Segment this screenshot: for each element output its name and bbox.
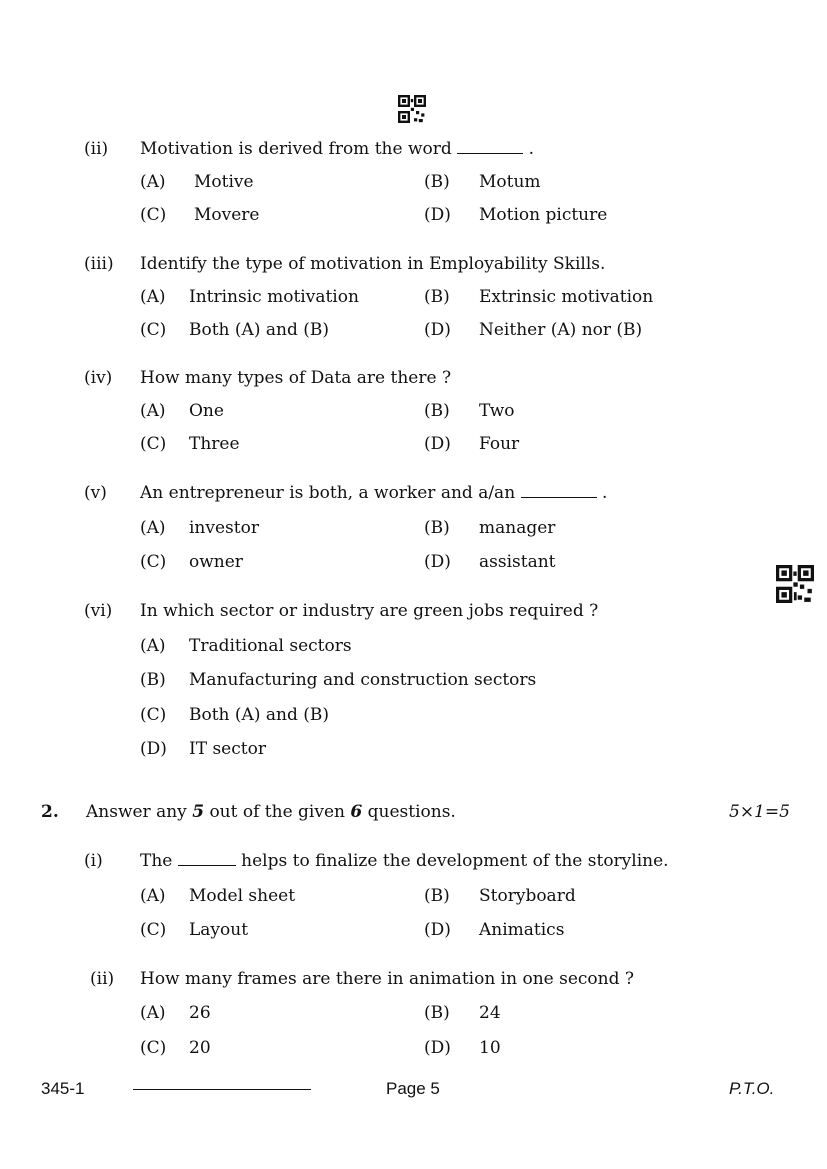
option-letter: (B) (424, 172, 450, 192)
option-letter: (C) (140, 205, 167, 225)
option-text: Three (189, 434, 240, 454)
option-text: Extrinsic motivation (479, 287, 654, 307)
option-letter: (B) (424, 401, 450, 421)
option-letter: (B) (424, 886, 450, 906)
option-letter: (D) (140, 739, 167, 759)
answer-blank (457, 152, 523, 154)
option-letter: (A) (140, 401, 166, 421)
option-letter: (A) (140, 172, 166, 192)
question-number: 2. (41, 802, 59, 822)
question-instruction: Answer any 5 out of the given 6 questions. (86, 802, 456, 822)
option-text: assistant (479, 552, 556, 572)
question-text: Motivation is derived from the word . (140, 139, 534, 159)
option-letter: (A) (140, 1003, 166, 1023)
option-letter: (A) (140, 886, 166, 906)
option-letter: (C) (140, 434, 167, 454)
paper-code: 345-1 (41, 1079, 85, 1098)
option-text: investor (189, 518, 259, 538)
option-text: Traditional sectors (189, 636, 352, 656)
question-text: How many types of Data are there ? (140, 368, 452, 388)
option-text: Storyboard (479, 886, 576, 906)
option-letter: (C) (140, 320, 167, 340)
option-letter: (A) (140, 636, 166, 656)
option-letter: (B) (424, 287, 450, 307)
option-letter: (B) (424, 518, 450, 538)
question-text: In which sector or industry are green jobs required ? (140, 601, 599, 621)
option-letter: (C) (140, 705, 167, 725)
option-text: Motive (194, 172, 254, 192)
option-letter: (B) (140, 670, 166, 690)
option-letter: (C) (140, 920, 167, 940)
question-number: (iv) (84, 368, 113, 388)
option-text: Two (479, 401, 515, 421)
option-text: Animatics (479, 920, 565, 940)
qr-code-side (776, 565, 814, 603)
question-number: (ii) (90, 969, 115, 989)
option-text: 26 (189, 1003, 211, 1023)
option-letter: (D) (424, 434, 451, 454)
option-text: IT sector (189, 739, 266, 759)
option-letter: (A) (140, 287, 166, 307)
option-letter: (D) (424, 205, 451, 225)
option-text: 20 (189, 1038, 211, 1058)
option-text: Neither (A) nor (B) (479, 320, 643, 340)
question-text: The helps to finalize the development of the storyline. (140, 851, 669, 871)
option-text: Manufacturing and construction sectors (189, 670, 537, 690)
option-text: Layout (189, 920, 249, 940)
option-letter: (C) (140, 552, 167, 572)
option-text: 24 (479, 1003, 501, 1023)
footer-rule (133, 1089, 311, 1090)
answer-blank (178, 864, 236, 866)
option-text: Both (A) and (B) (189, 705, 329, 725)
option-text: Intrinsic motivation (189, 287, 359, 307)
option-letter: (D) (424, 320, 451, 340)
question-number: (iii) (84, 254, 114, 274)
option-text: Motum (479, 172, 541, 192)
option-letter: (D) (424, 1038, 451, 1058)
pto-label: P.T.O. (729, 1079, 775, 1098)
question-text: Identify the type of motivation in Employability Skills. (140, 254, 606, 274)
question-text: How many frames are there in animation in one second ? (140, 969, 634, 989)
option-letter: (A) (140, 518, 166, 538)
option-letter: (D) (424, 552, 451, 572)
question-number: (ii) (84, 139, 109, 159)
answer-blank (521, 496, 597, 498)
option-text: 10 (479, 1038, 501, 1058)
option-text: Model sheet (189, 886, 296, 906)
option-letter: (B) (424, 1003, 450, 1023)
option-text: One (189, 401, 224, 421)
option-letter: (D) (424, 920, 451, 940)
qr-code-top (398, 95, 426, 123)
marks-allocation: 5×1=5 (729, 802, 790, 822)
option-text: Both (A) and (B) (189, 320, 329, 340)
question-number: (vi) (84, 601, 113, 621)
option-text: manager (479, 518, 556, 538)
option-text: Movere (194, 205, 260, 225)
option-text: owner (189, 552, 243, 572)
option-text: Four (479, 434, 520, 454)
question-number: (v) (84, 483, 107, 503)
question-number: (i) (84, 851, 103, 871)
option-letter: (C) (140, 1038, 167, 1058)
page-number: Page 5 (386, 1079, 440, 1098)
question-text: An entrepreneur is both, a worker and a/an . (140, 483, 608, 503)
option-text: Motion picture (479, 205, 608, 225)
